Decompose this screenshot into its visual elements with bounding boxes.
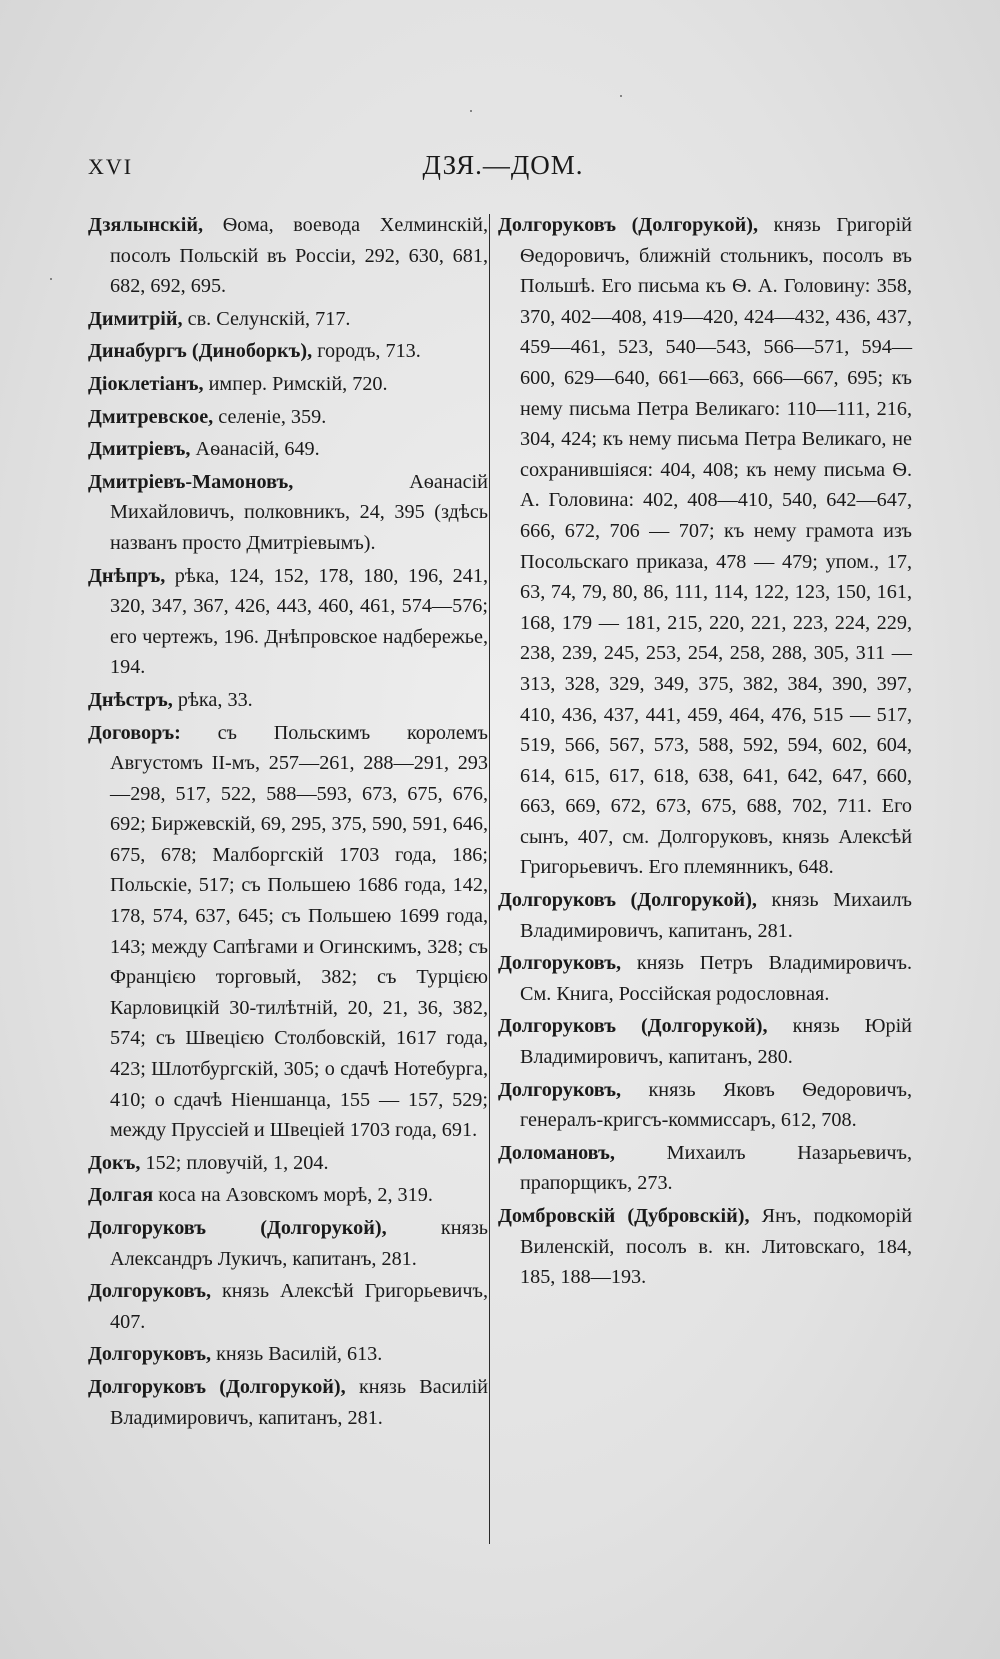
entry-headword: Договоръ: bbox=[88, 721, 181, 744]
index-entry bbox=[88, 369, 488, 400]
paper-speck bbox=[50, 278, 52, 280]
index-entry bbox=[88, 434, 488, 465]
entry-headword: Дзялынскій, bbox=[88, 214, 204, 236]
index-entry bbox=[88, 402, 488, 433]
entry-headword: Долгоруковъ, bbox=[88, 1280, 212, 1303]
column-divider bbox=[489, 214, 490, 1544]
entry-headword: Долгоруковъ, bbox=[498, 952, 622, 975]
index-entry bbox=[88, 1148, 488, 1179]
page-header bbox=[88, 150, 918, 190]
entry-headword: Долгоруковъ (Долгорукой), bbox=[498, 214, 759, 236]
entry-text: князь Юрій Владимировичъ, капитанъ, 280. bbox=[520, 1015, 912, 1069]
entry-text: импер. Римскій, 720. bbox=[203, 372, 388, 395]
entry-text: князь Михаилъ Владимировичъ, капитанъ, 281. bbox=[520, 889, 912, 942]
entry-headword: Долгая bbox=[88, 1184, 154, 1207]
entry-headword: Долгоруковъ (Долгорукой), bbox=[498, 889, 757, 912]
index-entry bbox=[88, 1180, 488, 1211]
index-entry bbox=[88, 1339, 488, 1370]
entry-text: 152; пловучій, 1, 204. bbox=[140, 1151, 329, 1174]
entry-headword: Дмитріевъ-Мамоновъ, bbox=[88, 470, 294, 493]
page-number: XVI bbox=[88, 154, 134, 179]
entry-text: князь Василій, 613. bbox=[211, 1343, 383, 1366]
entry-text: св. Селунскій, 717. bbox=[182, 307, 351, 330]
entry-headword: Діоклетіанъ, bbox=[88, 372, 204, 395]
entry-text: рѣка, 124, 152, 178, 180, 196, 241, 320, 347, 367, 426, 443, 460, 461, 574—576; его чертежъ, 196. Днѣпровское надбережье, 194. bbox=[110, 564, 488, 679]
index-entry bbox=[498, 1075, 912, 1136]
entry-headword: Димитрій, bbox=[88, 307, 183, 330]
entry-headword: Дмитревское, bbox=[88, 405, 214, 428]
index-entry bbox=[88, 210, 488, 302]
entry-headword: Долгоруковъ (Долгорукой), bbox=[88, 1217, 387, 1239]
entry-headword: Домбровскій (Дубровскій), bbox=[498, 1205, 750, 1227]
entry-text: князь Григорій Ѳедоровичъ, ближній стольникъ, посолъ въ Польшѣ. Его письма къ Ѳ. А. Головину: 358, 370, 402—408, 419—420, 424—432, 436, 437, 459—461, 523, 540—543, 566—571, 594—600, 629—640, 661—663, 666—667, 695; къ нему письма Петра Великаго: 110—111, 216, 304, 424; къ нему письма Петра Великаго, не сохранившіяся: 404, 408; къ нему письма Ѳ. А. Головина: 402, 408—410, 540, 642—647, 666, 672, 706 — 707; къ нему грамота изъ Посольскаго приказа, 478 — 479; упом., 17, 63, 74, 79, 80, 86, 111, 114, 122, 123, 150, 161, 168, 179 — 181, 215, 220, 221, 223, 224, 229, 238, 239, 245, 253, 254, 258, 288, 305, 311 — 313, 328, 329, 349, 375, 382, 384, 390, 397, 410, 436, 437, 441, 459, 464, 476, 515 — 517, 519, 566, 567, 573, 588, 592, 594, 602, 604, 614, 615, 617, 618, 638, 641, 642, 647, 660, 663, 669, 672, 673, 675, 688, 702, 711. Его сынъ, 407, см. Долгоруковъ, князь Алексѣй Григорьевичъ. Его племянникъ, 648. bbox=[520, 214, 912, 879]
entry-headword: Долгоруковъ (Долгорукой), bbox=[88, 1375, 346, 1398]
index-entry bbox=[498, 210, 912, 883]
paper-speck bbox=[470, 110, 472, 112]
entry-text: рѣка, 33. bbox=[172, 688, 253, 711]
index-entry bbox=[498, 1201, 912, 1293]
entry-text: князь Алексѣй Григорьевичъ, 407. bbox=[110, 1280, 488, 1333]
index-entry bbox=[498, 1011, 912, 1072]
entry-text: селеніе, 359. bbox=[213, 405, 327, 428]
index-entry bbox=[88, 1276, 488, 1337]
entry-text: городъ, 713. bbox=[312, 340, 421, 363]
index-column-right bbox=[498, 210, 912, 1295]
entry-text: Ѳома, воевода Хелминскій, посолъ Польскій въ Россіи, 292, 630, 681, 682, 692, 695. bbox=[110, 214, 488, 298]
entry-headword: Докъ, bbox=[88, 1151, 141, 1174]
entry-text: князь Василій Владимировичъ, капитанъ, 281. bbox=[110, 1375, 488, 1429]
index-entry bbox=[498, 948, 912, 1009]
entry-headword: Дмитріевъ, bbox=[88, 438, 191, 461]
entry-headword: Динабургъ (Диноборкъ), bbox=[88, 340, 313, 363]
entry-text: Михаилъ Назарьевичъ, прапорщикъ, 273. bbox=[520, 1141, 912, 1195]
entry-text: коса на Азовскомъ морѣ, 2, 319. bbox=[153, 1184, 433, 1207]
entry-headword: Долгоруковъ, bbox=[88, 1343, 212, 1366]
index-column-left bbox=[88, 210, 488, 1435]
entry-headword: Днѣстръ, bbox=[88, 688, 173, 711]
running-head: ДЗЯ.—ДОМ. bbox=[422, 150, 584, 180]
entry-text: Аѳанасій, 649. bbox=[190, 438, 320, 461]
index-entry bbox=[498, 885, 912, 946]
entry-headword: Долгоруковъ, bbox=[498, 1078, 622, 1101]
entry-text: князь Александръ Лукичъ, капитанъ, 281. bbox=[110, 1217, 488, 1270]
entry-text: князь Петръ Владимировичъ. См. Книга, Россійская родословная. bbox=[520, 952, 912, 1005]
entry-text: Аѳанасій Михайловичъ, полковникъ, 24, 395 (здѣсь названъ просто Дмитріевымъ). bbox=[110, 470, 488, 554]
index-entry bbox=[88, 718, 488, 1146]
index-entry bbox=[88, 304, 488, 335]
index-entry bbox=[88, 467, 488, 559]
paper-speck bbox=[620, 95, 622, 97]
index-entry bbox=[88, 1372, 488, 1433]
index-entry bbox=[88, 561, 488, 683]
index-entry bbox=[88, 336, 488, 367]
entry-text: съ Польскимъ королемъ Августомъ II-мъ, 257—261, 288—291, 293—298, 517, 522, 588—593, 673, 675, 676, 692; Биржевскій, 69, 295, 375, 590, 591, 646, 675, 678; Малборгскій 1703 года, 186; Польскіе, 517; съ Польшею 1686 года, 142, 178, 574, 637, 645; съ Польшею 1699 года, 143; между Сапѣгами и Огинскимъ, 328; съ Францією торговый, 382; съ Турцією Карловицкій 30-тилѣтній, 20, 21, 36, 382, 574; съ Швецією Столбовскій, 1617 года, 423; Шлотбургскій, 305; о сдачѣ Нотебурга, 410; о сдачѣ Ніеншанца, 155 — 157, 529; между Пруссіей и Швеціей 1703 года, 691. bbox=[110, 721, 488, 1142]
index-entry bbox=[88, 685, 488, 716]
entry-text: Янъ, подкоморій Виленскій, посолъ в. кн. Литовскаго, 184, 185, 188—193. bbox=[520, 1205, 912, 1289]
index-entry bbox=[498, 1138, 912, 1199]
index-entry bbox=[88, 1213, 488, 1274]
entry-headword: Доломановъ, bbox=[498, 1141, 615, 1164]
entry-text: князь Яковъ Ѳедоровичъ, генералъ-кригсъ-коммиссаръ, 612, 708. bbox=[520, 1078, 912, 1132]
entry-headword: Долгоруковъ (Долгорукой), bbox=[498, 1015, 768, 1038]
entry-headword: Днѣпръ, bbox=[88, 564, 166, 587]
